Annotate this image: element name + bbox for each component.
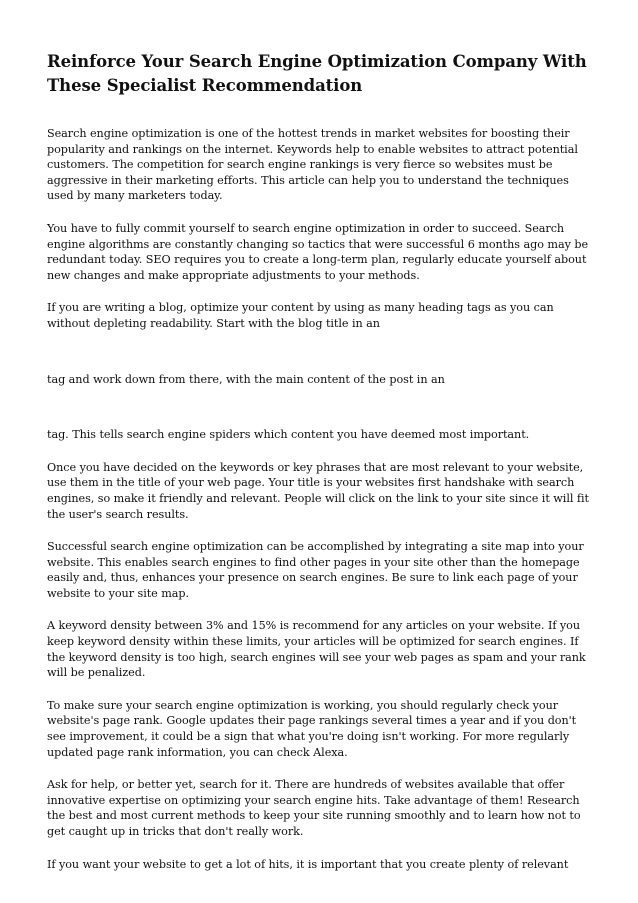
paragraph-keywords-title: Once you have decided on the keywords or key phrases that are most relevant to your website, use them in the title of your web page. Your title is your websites first handshake with search engines, so make it friendly and relevant. People will click on the link to your site since it will fit the user's search results. [47,460,589,521]
paragraph-commit: You have to fully commit yourself to search engine optimization in order to succeed. Search engine algorithms are constantly changing so tactics that were successful 6 months ago may be redundant today. SEO requires you to create a long-term plan, regularly educate yourself about new changes and make appropriate adjustments to your methods. [47,221,589,282]
paragraph-page-rank: To make sure your search engine optimization is working, you should regularly check your website's page rank. Google updates their page rankings several times a year and if you don't see improvement, it could be a sign that what you're doing isn't working. For more regularly updated page rank information, you can check Alexa. [47,698,577,759]
document-page [47,50,595,872]
paragraph-blog: If you are writing a blog, optimize your content by using as many heading tags as you can without depleting readability. Start with the blog title in an [47,301,554,330]
document-title: Reinforce Your Search Engine Optimization Company With These Specialist Recommendation [47,52,587,95]
paragraph-site-map: Successful search engine optimization can be accomplished by integrating a site map into your website. This enables search engines to find other pages in your site other than the homepage easily and, thus, enhances your presence on search engines. Be sure to link each page of your website to your site map. [47,540,584,600]
paragraph-hits: If you want your website to get a lot of hits, it is important that you create plenty of relevant [47,857,569,871]
paragraph-ask-help: Ask for help, or better yet, search for it. There are hundreds of websites available that offer innovative expertise on optimizing your search engine hits. Take advantage of them! Research the best and most current methods to keep your site running smoothly and to learn how not to get caught up in tricks that don't really work. [47,778,581,838]
paragraph-tag-work-down: tag and work down from there, with the main content of the post in an [47,372,445,386]
paragraph-keyword-density: A keyword density between 3% and 15% is recommend for any articles on your website. If you keep keyword density within these limits, your articles will be optimized for search engines. If the keyword density is too high, search engines will see your web pages as spam and your rank will be penalized. [47,619,586,680]
paragraph-intro: Search engine optimization is one of the hottest trends in market websites for boosting their popularity and rankings on the internet. Keywords help to enable websites to attract potential customers. The competition for search engine rankings is very fierce so websites must be aggressive in their marketing efforts. This article can help you to understand the techniques used by many marketers today. [47,127,578,203]
paragraph-tag-spiders: tag. This tells search engine spiders which content you have deemed most important. [47,428,530,442]
